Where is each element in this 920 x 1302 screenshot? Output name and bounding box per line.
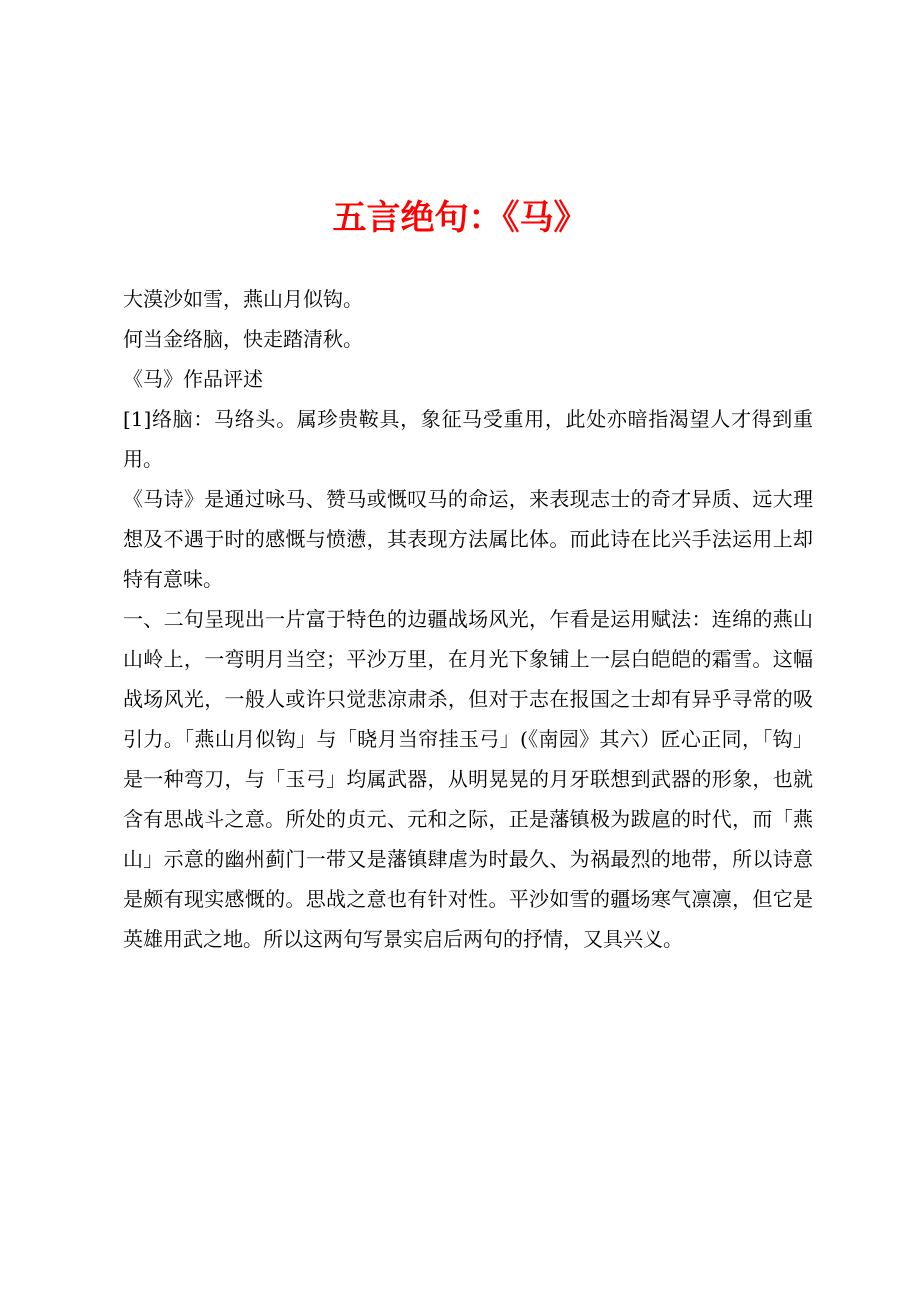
section-heading: 《马》作品评述	[123, 367, 263, 391]
document-title: 五言绝句：《马》	[332, 198, 588, 238]
analysis-paragraph: 一、二句呈现出一片富于特色的边疆战场风光，乍看是运用赋法：连绵的燕山山岭上，一弯明月当空；平沙万里，在月光下象铺上一层白皑皑的霜雪。这幅战场风光，一般人或许只觉悲凉肃杀，但对于志在报国之士却有异乎寻常的吸引力。「燕山月似钩」与「晓月当帘挂玉弓」(《南园》其六）匠心正同，「钩」是一种弯刀，与「玉弓」均属武器，从明晃晃的月牙联想到武器的形象，也就含有思战斗之意。所处的贞元、元和之际，正是藩镇极为跋扈的时代，而「燕山」示意的幽州蓟门一带又是藩镇肆虐为时最久、为祸最烈的地带，所以诗意是颇有现实感慨的。思战之意也有针对性。平沙如雪的疆场寒气凛凛，但它是英雄用武之地。所以这两句写景实启后两句的抒情，又具兴义。	[123, 607, 813, 951]
intro-paragraph: 《马诗》是通过咏马、赞马或慨叹马的命运，来表现志士的奇才异质、远大理想及不遇于时的感慨与愤懑，其表现方法属比体。而此诗在比兴手法运用上却特有意味。	[123, 487, 813, 591]
poem-line-1: 大漠沙如雪，燕山月似钩。	[123, 287, 363, 311]
document-body	[123, 279, 813, 959]
annotation-paragraph: [1]络脑：马络头。属珍贵鞍具，象征马受重用，此处亦暗指渴望人才得到重用。	[123, 407, 813, 471]
poem-line-2: 何当金络脑，快走踏清秋。	[123, 327, 363, 351]
